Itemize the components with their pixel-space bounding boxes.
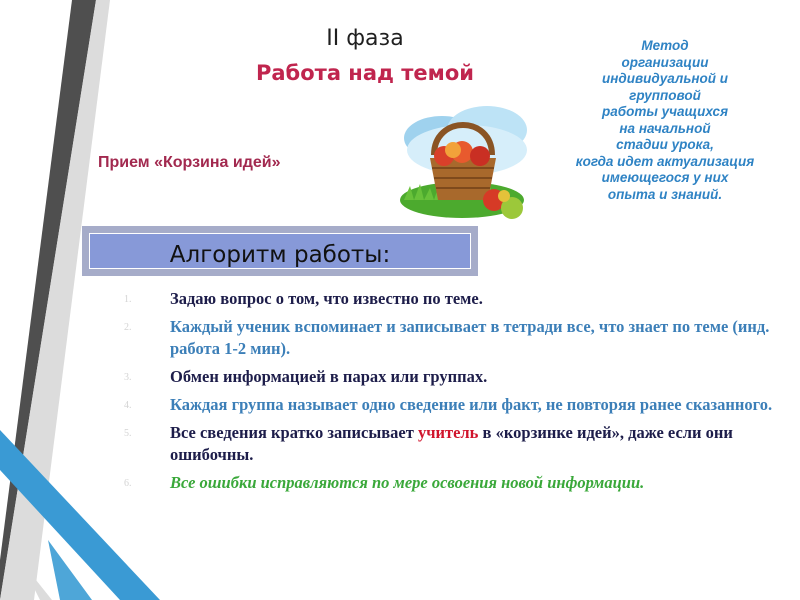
algorithm-header-box: [82, 226, 478, 276]
method-line: организации: [621, 54, 709, 70]
method-description: [540, 38, 790, 203]
step-item: [124, 288, 795, 310]
step-item: [124, 422, 795, 466]
step-number: 6.: [124, 478, 132, 489]
method-line: работы учащихся: [601, 104, 729, 119]
method-line: индивидуальной и: [602, 71, 728, 86]
method-line: Метод: [641, 38, 689, 53]
topic-subtitle: Работа над темой: [256, 61, 474, 85]
step-item: [124, 472, 795, 494]
method-line: опыта и знаний.: [607, 186, 723, 202]
step-text: Задаю вопрос о том, что известно по теме.: [170, 289, 483, 308]
step-number: 2.: [124, 322, 132, 333]
step-text: [130, 422, 795, 466]
step-number: 4.: [124, 400, 132, 411]
step-number: 3.: [124, 372, 132, 383]
step-text: Каждая группа называет одно сведение или факт, не повторяя ранее сказанного.: [170, 395, 773, 414]
method-line: когда идет актуализация: [575, 153, 755, 169]
method-line: имеющегося у них: [601, 170, 729, 185]
step-item: [124, 316, 795, 360]
step-text-part: Все сведения кратко записывает: [170, 423, 418, 442]
step-text: Обмен информацией в парах или группах.: [170, 367, 488, 386]
algorithm-steps: [124, 288, 795, 500]
step-item: [124, 394, 795, 416]
technique-label: Прием «Корзина идей»: [98, 154, 281, 171]
method-line: групповой: [629, 87, 701, 103]
step-text: Все ошибки исправляются по мере освоения новой информации.: [170, 473, 645, 492]
step-item: [124, 366, 795, 388]
step-text: Каждый ученик вспоминает и записывает в тетради все, что знает по теме (инд. работа 1-2 мин).: [170, 317, 770, 358]
phase-title: II фаза: [326, 26, 404, 51]
step-number: 1.: [124, 294, 132, 305]
basket-of-apples-icon: [392, 100, 542, 225]
method-line: стадии урока,: [616, 137, 714, 152]
step-text-part: в «корзинке идей», даже если они ошибочны.: [170, 423, 733, 464]
step-number: 5.: [124, 428, 132, 439]
algorithm-title: Алгоритм работы:: [169, 242, 391, 268]
method-line: на начальной: [619, 120, 711, 136]
algorithm-header-inner: [89, 233, 471, 269]
teacher-highlight: учитель: [417, 423, 479, 442]
